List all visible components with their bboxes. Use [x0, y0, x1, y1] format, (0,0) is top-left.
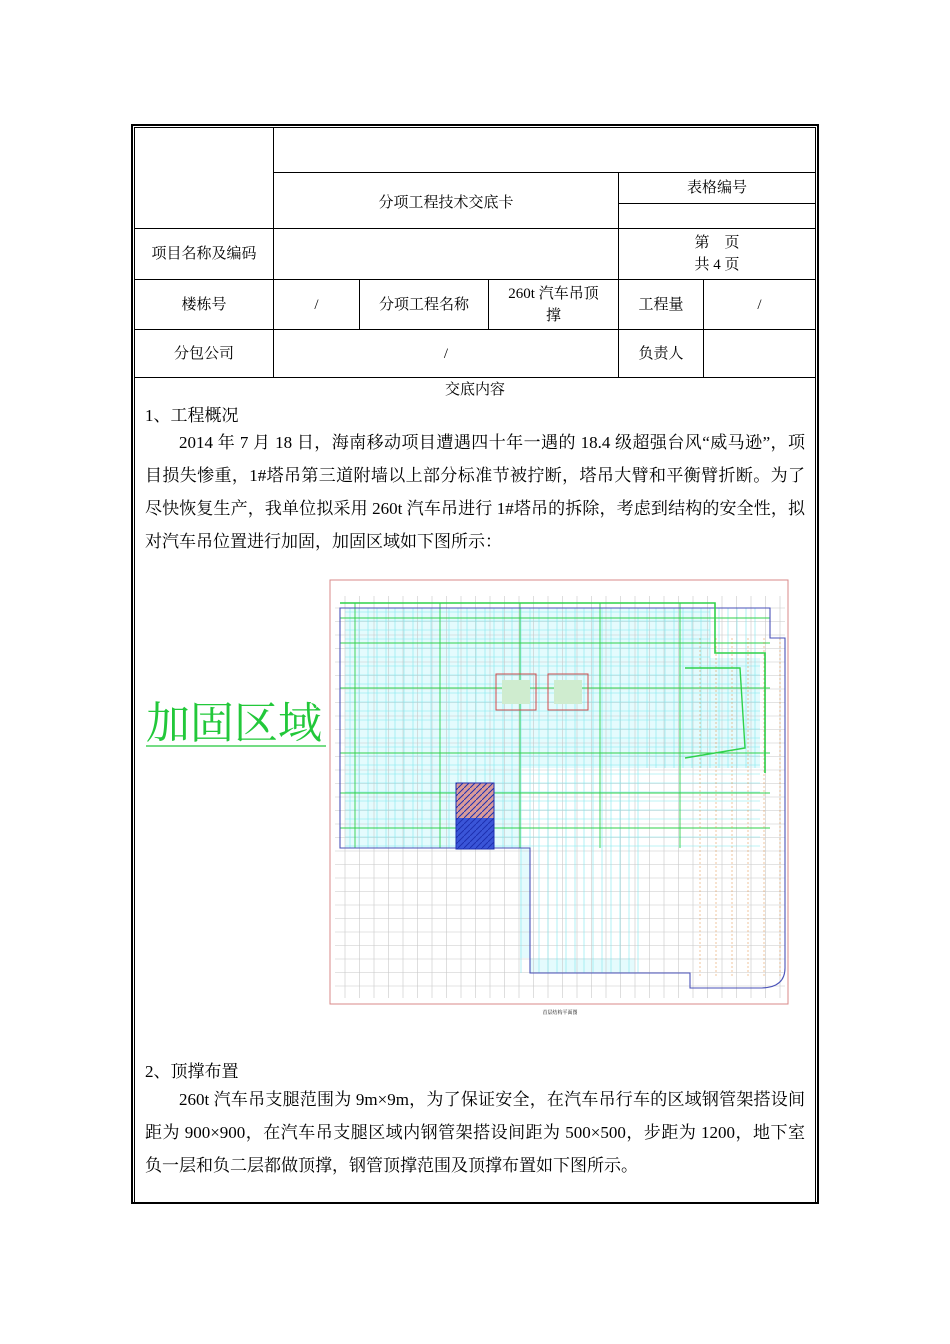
reinforce-area-label: 加固区域: [146, 699, 322, 748]
section2-title: 2、顶撑布置: [145, 1062, 239, 1081]
quantity-value: /: [757, 296, 762, 313]
page-number: [619, 229, 815, 279]
form-number-label: 表格编号: [686, 180, 747, 196]
figure-caption: 首层结构平面图: [542, 1010, 578, 1016]
section1-text: 2014 年 7 月 18 日，海南移动项目遭遇四十年一遇的 18.4 级超强台风“威马逊”，项目损失惨重，1#塔吊第三道附墙以上部分标准节被拧断，塔吊大臂和平衡臂折断。为了尽快恢复生产，我单位拟采用 260t 汽车吊进行 1#塔吊的拆除，考虑到结构的安全性，拟对汽车吊位置进行加固，加固区域如下图所示：: [145, 433, 805, 551]
section1-body: [145, 426, 805, 558]
page-label: 第 页: [694, 235, 740, 251]
subitem-label: 分项工程名称: [378, 296, 469, 313]
project-name-label: 项目名称及编码: [151, 246, 257, 262]
core-fill: [502, 680, 530, 704]
subitem-value: [489, 280, 618, 329]
subitem-value-line1: 260t 汽车吊顶: [508, 285, 599, 302]
form-title: 分项工程技术交底卡: [378, 194, 514, 211]
project-name-field[interactable]: [274, 229, 618, 279]
crane-support-hatch: [456, 783, 494, 849]
quantity-label: 工程量: [638, 296, 684, 313]
section1-title: 1、工程概况: [145, 406, 239, 425]
floor-plan-drawing: [140, 578, 800, 1020]
building-value: /: [314, 296, 319, 313]
subitem-value-line2: 撑: [545, 307, 561, 324]
section2-body: [145, 1083, 805, 1182]
core-fill: [554, 680, 582, 704]
form-number-field[interactable]: [619, 204, 815, 228]
subcontractor-value: /: [443, 345, 449, 362]
content-header: 交底内容: [444, 382, 505, 398]
section2-text: 260t 汽车吊支腿范围为 9m×9m，为了保证安全，在汽车吊行车的区域钢管架搭设间距为 900×900，在汽车吊支腿区域内钢管架搭设间距为 500×500，步距为 1200，地下室负一层和负二层都做顶撑，钢管顶撑范围及顶撑布置如下图所示。: [145, 1090, 805, 1175]
responsible-field[interactable]: [704, 330, 815, 377]
figure-floor-plan: [140, 578, 800, 1020]
subcontractor-label: 分包公司: [173, 345, 234, 362]
total-pages: 共 4 页: [694, 257, 740, 273]
responsible-label: 负责人: [638, 345, 684, 362]
building-label: 楼栋号: [181, 296, 227, 313]
